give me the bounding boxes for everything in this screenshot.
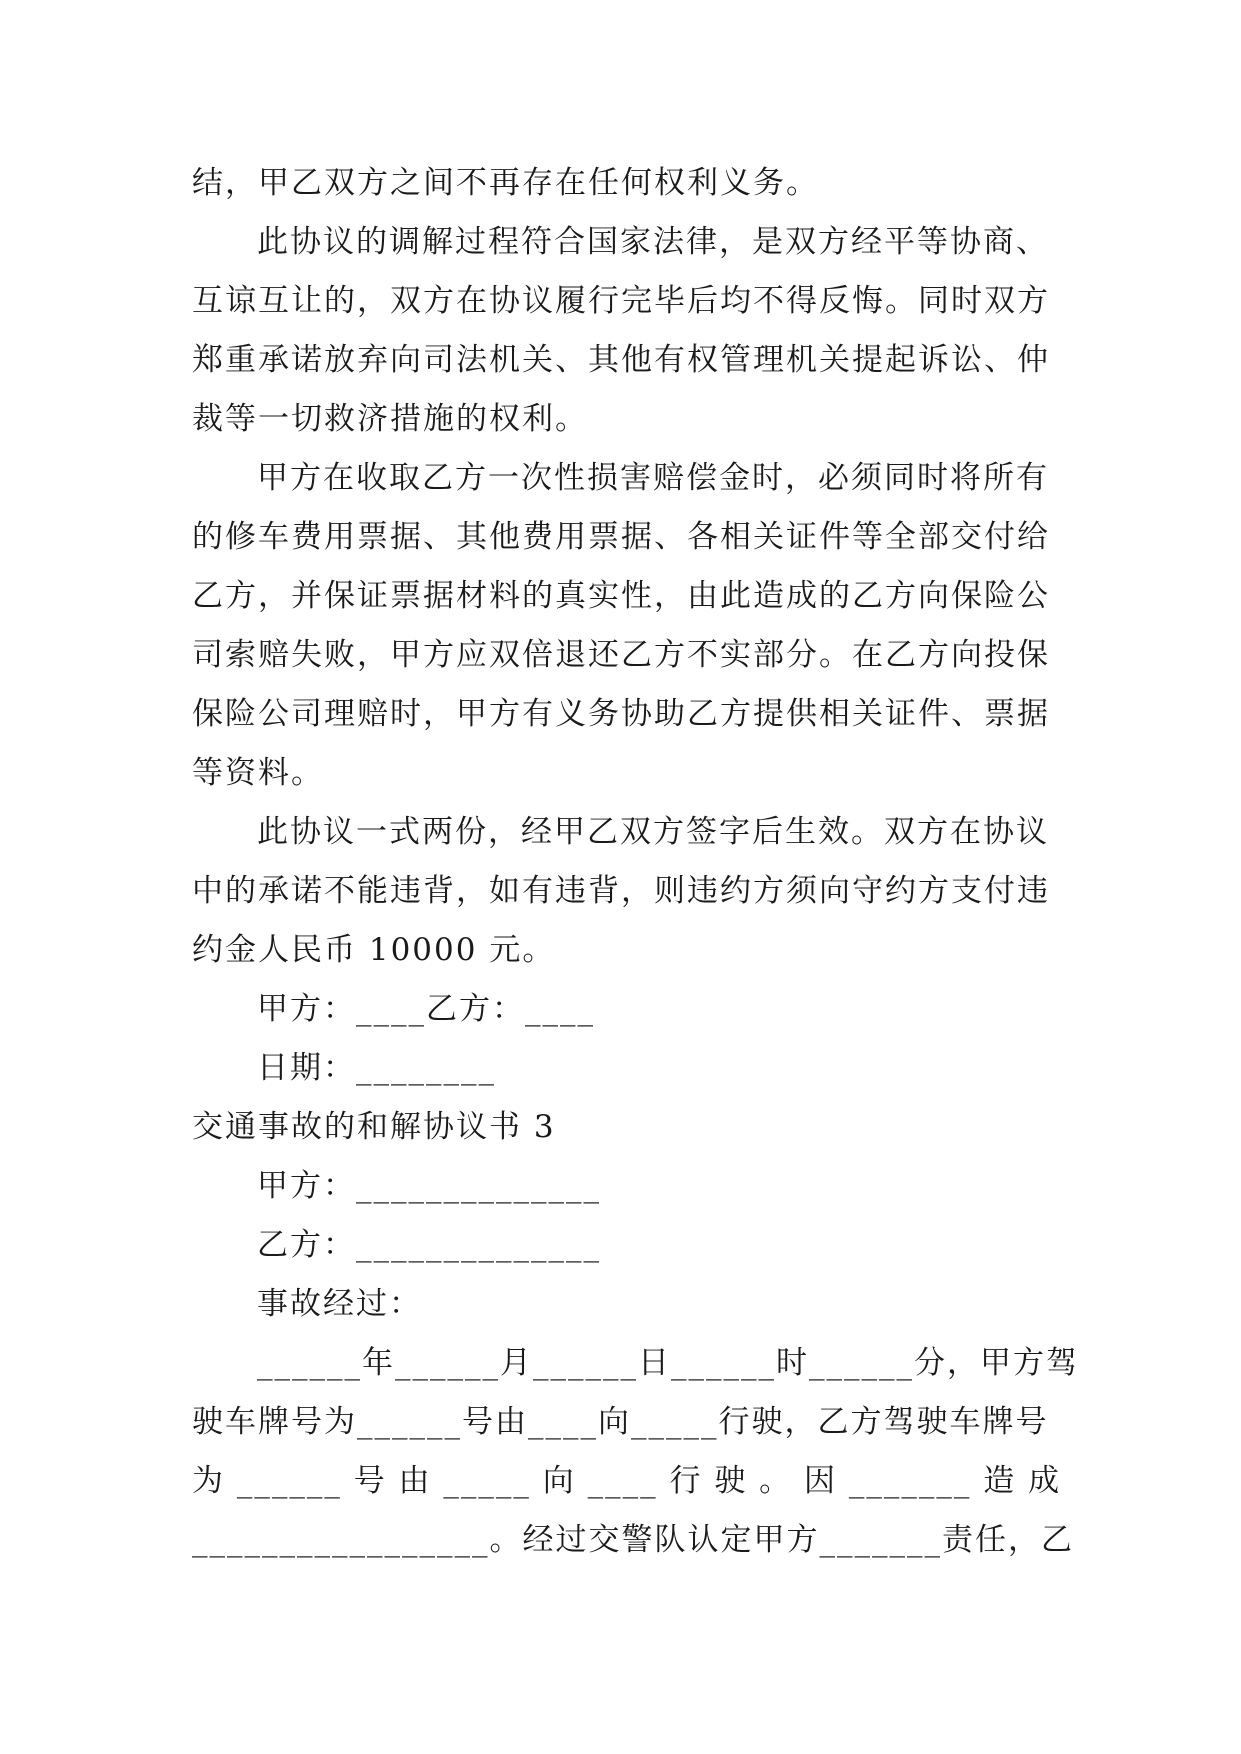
paragraph-line: _________________。经过交警队认定甲方_______责任，乙 (192, 1522, 1074, 1558)
paragraph-line: 此协议一式两份，经甲乙双方签字后生效。双方在协议 (257, 814, 1049, 850)
paragraph-line: 司索赔失败，甲方应双倍退还乙方不实部分。在乙方向投保 (192, 637, 1050, 673)
section-title: 交通事故的和解协议书 3 (192, 1109, 556, 1145)
paragraph-line: 结，甲乙双方之间不再存在任何权利义务。 (192, 165, 819, 201)
paragraph-line: 中的承诺不能违背，如有违背，则违约方须向守约方支付违 (192, 873, 1050, 909)
paragraph-line: 乙方，并保证票据材料的真实性，由此造成的乙方向保险公 (192, 578, 1050, 614)
date-line: 日期：________ (257, 1050, 496, 1086)
accident-heading: 事故经过： (257, 1286, 422, 1322)
paragraph-line: 保险公司理赔时，甲方有义务协助乙方提供相关证件、票据 (192, 696, 1050, 732)
paragraph-line: 驶车牌号为______号由____向_____行驶，乙方驾驶车牌号 (192, 1404, 1049, 1440)
paragraph-line: 此协议的调解过程符合国家法律，是双方经平等协商、 (257, 224, 1049, 260)
paragraph-line: 的修车费用票据、其他费用票据、各相关证件等全部交付给 (192, 519, 1050, 555)
paragraph-line: 郑重承诺放弃向司法机关、其他有权管理机关提起诉讼、仲 (192, 342, 1050, 378)
paragraph-line: 为 ______ 号 由 _____ 向 ____ 行 驶 。 因 _______ 造 成 (192, 1463, 1062, 1499)
paragraph-line: 等资料。 (192, 755, 324, 791)
paragraph-line: ______年______月______日______时______分，甲方驾 (257, 1345, 1079, 1381)
paragraph-line: 互谅互让的，双方在协议履行完毕后均不得反悔。同时双方 (192, 283, 1050, 319)
paragraph-line: 约金人民币 10000 元。 (192, 932, 556, 968)
paragraph-line: 甲方在收取乙方一次性损害赔偿金时，必须同时将所有 (257, 460, 1049, 496)
party-a-line: 甲方：______________ (257, 1168, 601, 1204)
party-b-line: 乙方：______________ (257, 1227, 601, 1263)
signature-line: 甲方：____乙方：____ (257, 991, 595, 1027)
paragraph-line: 裁等一切救济措施的权利。 (192, 401, 588, 437)
